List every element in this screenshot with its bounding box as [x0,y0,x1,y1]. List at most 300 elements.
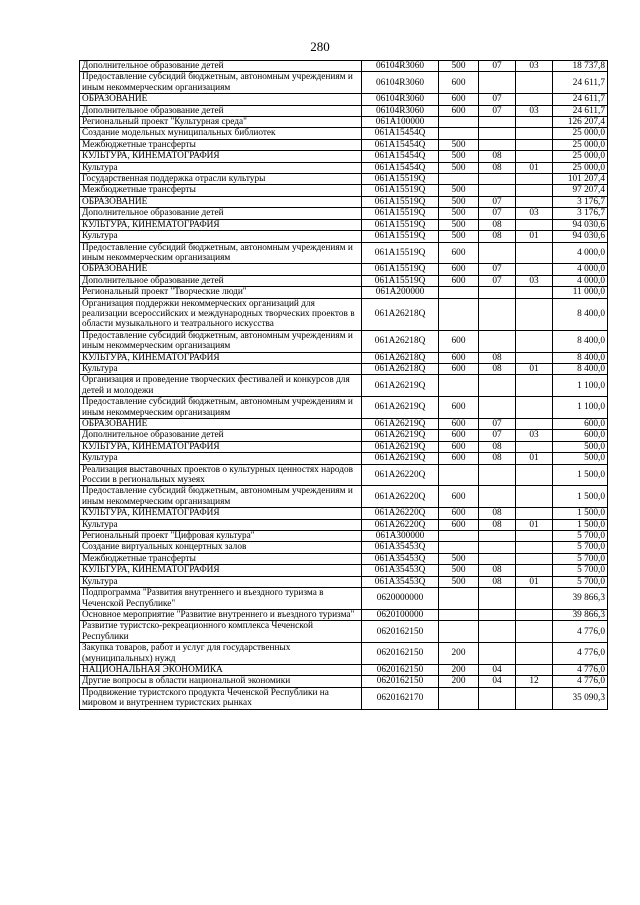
table-row [80,621,608,643]
name-cell: ОБРАЗОВАНИЕ [80,196,362,207]
subsection-cell: 03 [516,208,553,219]
subsection-cell [516,531,553,542]
section-cell: 07 [479,419,516,430]
subsection-cell: 01 [516,162,553,173]
table-row [80,117,608,128]
section-cell [479,621,516,643]
table-row [80,588,608,610]
name-cell: ОБРАЗОВАНИЕ [80,94,362,105]
amount-cell: 18 737,8 [553,61,608,72]
section-cell [479,287,516,298]
expense-type-cell [439,174,479,185]
subsection-cell [516,174,553,185]
expense-type-cell: 600 [439,275,479,286]
table-row [80,72,608,94]
expense-type-cell: 600 [439,430,479,441]
subsection-cell: 03 [516,61,553,72]
subsection-cell [516,219,553,230]
section-cell: 07 [479,264,516,275]
name-cell: Предоставление субсидий бюджетным, автономным учреждениям и иным некоммерческим организациям [80,486,362,508]
section-cell [479,531,516,542]
expense-type-cell [439,287,479,298]
expense-type-cell: 500 [439,151,479,162]
amount-cell: 8 400,0 [553,298,608,330]
name-cell: КУЛЬТУРА, КИНЕМАТОГРАФИЯ [80,151,362,162]
code-cell: 0620162170 [362,687,439,709]
code-cell: 0620100000 [362,609,439,620]
amount-cell: 600,0 [553,430,608,441]
amount-cell: 3 176,7 [553,196,608,207]
table-row [80,508,608,519]
section-cell: 07 [479,275,516,286]
subsection-cell: 03 [516,105,553,116]
subsection-cell [516,464,553,486]
code-cell: 061A26218Q [362,363,439,374]
budget-table [79,60,608,710]
table-row [80,419,608,430]
name-cell: Региональный проект "Творческие люди" [80,287,362,298]
table-row [80,61,608,72]
name-cell: Реализация выставочных проектов о культурных ценностях народов России в региональных музеях [80,464,362,486]
subsection-cell: 01 [516,453,553,464]
expense-type-cell [439,621,479,643]
name-cell: Создание виртуальных концертных залов [80,542,362,553]
code-cell: 06104R3060 [362,94,439,105]
name-cell: Развитие туристско-рекреационного комплекса Чеченской Республики [80,621,362,643]
code-cell: 0620000000 [362,588,439,610]
section-cell: 08 [479,151,516,162]
code-cell: 061A15519Q [362,264,439,275]
table-row [80,185,608,196]
code-cell: 061A26218Q [362,352,439,363]
table-row [80,375,608,397]
amount-cell: 600,0 [553,419,608,430]
name-cell: Организация и проведение творческих фестивалей и конкурсов для детей и молодежи [80,375,362,397]
expense-type-cell: 200 [439,676,479,687]
subsection-cell [516,664,553,675]
name-cell: Организация поддержки некоммерческих организаций для реализации всероссийских и международных творческих проектов в области музыкального и театрального искусства [80,298,362,330]
amount-cell: 5 700,0 [553,565,608,576]
subsection-cell: 01 [516,576,553,587]
amount-cell: 1 500,0 [553,508,608,519]
amount-cell: 35 090,3 [553,687,608,709]
expense-type-cell: 600 [439,519,479,530]
subsection-cell [516,553,553,564]
table-row [80,139,608,150]
table-row [80,287,608,298]
name-cell: КУЛЬТУРА, КИНЕМАТОГРАФИЯ [80,219,362,230]
code-cell: 061A15454Q [362,128,439,139]
table-row [80,128,608,139]
expense-type-cell: 500 [439,162,479,173]
amount-cell: 500,0 [553,441,608,452]
code-cell: 061A35453Q [362,576,439,587]
code-cell: 06104R3060 [362,61,439,72]
name-cell: Культура [80,519,362,530]
code-cell: 061A15519Q [362,185,439,196]
name-cell: Продвижение туристского продукта Чеченской Республики на мировом и внутреннем туристских рынках [80,687,362,709]
name-cell: КУЛЬТУРА, КИНЕМАТОГРАФИЯ [80,441,362,452]
name-cell: Подпрограмма "Развития внутреннего и въездного туризма в Чеченской Республике" [80,588,362,610]
section-cell [479,375,516,397]
section-cell [479,643,516,665]
name-cell: Межбюджетные трансферты [80,139,362,150]
table-body [80,61,608,710]
subsection-cell [516,397,553,419]
subsection-cell [516,117,553,128]
amount-cell: 24 611,7 [553,94,608,105]
name-cell: КУЛЬТУРА, КИНЕМАТОГРАФИЯ [80,352,362,363]
expense-type-cell: 600 [439,242,479,264]
code-cell: 061A35453Q [362,553,439,564]
table-row [80,298,608,330]
amount-cell: 39 866,3 [553,609,608,620]
table-row [80,330,608,352]
expense-type-cell: 500 [439,219,479,230]
code-cell: 06104R3060 [362,105,439,116]
code-cell: 061A15454Q [362,139,439,150]
expense-type-cell: 500 [439,553,479,564]
name-cell: Предоставление субсидий бюджетным, автономным учреждениям и иным некоммерческим организациям [80,242,362,264]
amount-cell: 4 776,0 [553,664,608,675]
name-cell: Дополнительное образование детей [80,275,362,286]
subsection-cell: 03 [516,430,553,441]
amount-cell: 5 700,0 [553,553,608,564]
name-cell: НАЦИОНАЛЬНАЯ ЭКОНОМИКА [80,664,362,675]
table-row [80,464,608,486]
expense-type-cell: 600 [439,508,479,519]
name-cell: Культура [80,576,362,587]
subsection-cell [516,330,553,352]
code-cell: 061A26219Q [362,375,439,397]
table-row [80,576,608,587]
section-cell [479,397,516,419]
amount-cell: 8 400,0 [553,330,608,352]
name-cell: Культура [80,453,362,464]
expense-type-cell [439,542,479,553]
section-cell: 07 [479,196,516,207]
expense-type-cell [439,375,479,397]
table-row [80,242,608,264]
name-cell: Региональный проект "Культурная среда" [80,117,362,128]
code-cell: 061A26219Q [362,397,439,419]
code-cell: 061A35453Q [362,542,439,553]
code-cell: 061A26218Q [362,330,439,352]
expense-type-cell: 500 [439,576,479,587]
amount-cell: 500,0 [553,453,608,464]
table-row [80,643,608,665]
code-cell: 061A26220Q [362,486,439,508]
section-cell: 08 [479,231,516,242]
amount-cell: 1 500,0 [553,486,608,508]
section-cell [479,72,516,94]
amount-cell: 4 776,0 [553,676,608,687]
expense-type-cell: 500 [439,185,479,196]
table-row [80,441,608,452]
page-number: 280 [310,39,330,54]
section-cell: 08 [479,441,516,452]
table-row [80,553,608,564]
code-cell: 061A15454Q [362,151,439,162]
code-cell: 061A26220Q [362,519,439,530]
subsection-cell: 03 [516,275,553,286]
table-row [80,105,608,116]
section-cell [479,542,516,553]
name-cell: КУЛЬТУРА, КИНЕМАТОГРАФИЯ [80,565,362,576]
name-cell: ОБРАЗОВАНИЕ [80,264,362,275]
table-row [80,453,608,464]
section-cell: 08 [479,162,516,173]
section-cell [479,588,516,610]
amount-cell: 8 400,0 [553,363,608,374]
code-cell: 061A15519Q [362,219,439,230]
name-cell: Предоставление субсидий бюджетным, автономным учреждениям и иным некоммерческим организациям [80,72,362,94]
section-cell: 08 [479,508,516,519]
amount-cell: 126 207,4 [553,117,608,128]
name-cell: Создание модельных муниципальных библиотек [80,128,362,139]
expense-type-cell [439,128,479,139]
name-cell: КУЛЬТУРА, КИНЕМАТОГРАФИЯ [80,508,362,519]
section-cell: 08 [479,219,516,230]
table-row [80,430,608,441]
subsection-cell [516,352,553,363]
expense-type-cell: 600 [439,264,479,275]
expense-type-cell [439,531,479,542]
code-cell: 0620162150 [362,664,439,675]
code-cell: 061A15519Q [362,208,439,219]
code-cell: 061A15454Q [362,162,439,173]
subsection-cell [516,441,553,452]
expense-type-cell: 600 [439,105,479,116]
code-cell: 061A300000 [362,531,439,542]
subsection-cell: 01 [516,363,553,374]
table-row [80,676,608,687]
section-cell: 04 [479,664,516,675]
amount-cell: 3 176,7 [553,208,608,219]
subsection-cell [516,264,553,275]
subsection-cell [516,375,553,397]
subsection-cell [516,185,553,196]
expense-type-cell [439,464,479,486]
expense-type-cell: 200 [439,664,479,675]
section-cell: 08 [479,565,516,576]
code-cell: 061A26218Q [362,298,439,330]
amount-cell: 24 611,7 [553,72,608,94]
amount-cell: 5 700,0 [553,531,608,542]
amount-cell: 94 030,6 [553,231,608,242]
section-cell [479,117,516,128]
subsection-cell [516,72,553,94]
amount-cell: 5 700,0 [553,542,608,553]
amount-cell: 101 207,4 [553,174,608,185]
subsection-cell [516,139,553,150]
table-row [80,174,608,185]
code-cell: 0620162150 [362,643,439,665]
table-row [80,531,608,542]
section-cell: 08 [479,576,516,587]
amount-cell: 8 400,0 [553,352,608,363]
subsection-cell: 12 [516,676,553,687]
section-cell [479,185,516,196]
table-row [80,94,608,105]
section-cell: 08 [479,363,516,374]
table-row [80,264,608,275]
name-cell: Закупка товаров, работ и услуг для государственных (муниципальных) нужд [80,643,362,665]
expense-type-cell [439,609,479,620]
code-cell: 061A15519Q [362,275,439,286]
name-cell: Предоставление субсидий бюджетным, автономным учреждениям и иным некоммерческим организациям [80,330,362,352]
subsection-cell [516,128,553,139]
name-cell: ОБРАЗОВАНИЕ [80,419,362,430]
subsection-cell [516,419,553,430]
section-cell [479,174,516,185]
amount-cell: 25 000,0 [553,162,608,173]
expense-type-cell: 500 [439,61,479,72]
section-cell: 08 [479,519,516,530]
subsection-cell [516,643,553,665]
subsection-cell [516,565,553,576]
code-cell: 061A26219Q [362,430,439,441]
expense-type-cell [439,298,479,330]
expense-type-cell: 600 [439,486,479,508]
subsection-cell [516,609,553,620]
expense-type-cell: 500 [439,139,479,150]
expense-type-cell: 600 [439,330,479,352]
name-cell: Государственная поддержка отрасли культуры [80,174,362,185]
subsection-cell: 01 [516,519,553,530]
amount-cell: 25 000,0 [553,128,608,139]
code-cell: 061A100000 [362,117,439,128]
table-row [80,151,608,162]
table-row [80,397,608,419]
name-cell: Культура [80,231,362,242]
subsection-cell [516,94,553,105]
expense-type-cell: 600 [439,419,479,430]
section-cell: 07 [479,105,516,116]
amount-cell: 25 000,0 [553,139,608,150]
name-cell: Дополнительное образование детей [80,61,362,72]
subsection-cell [516,687,553,709]
table-row [80,609,608,620]
section-cell [479,464,516,486]
amount-cell: 39 866,3 [553,588,608,610]
table-row [80,542,608,553]
name-cell: Дополнительное образование детей [80,430,362,441]
amount-cell: 4 000,0 [553,264,608,275]
section-cell: 07 [479,94,516,105]
table-row [80,275,608,286]
subsection-cell [516,508,553,519]
amount-cell: 1 100,0 [553,397,608,419]
subsection-cell [516,242,553,264]
expense-type-cell: 600 [439,363,479,374]
subsection-cell [516,486,553,508]
code-cell: 061A26219Q [362,453,439,464]
subsection-cell [516,196,553,207]
table-row [80,519,608,530]
subsection-cell [516,542,553,553]
expense-type-cell [439,588,479,610]
code-cell: 0620162150 [362,676,439,687]
name-cell: Культура [80,162,362,173]
amount-cell: 5 700,0 [553,576,608,587]
name-cell: Дополнительное образование детей [80,105,362,116]
expense-type-cell: 500 [439,565,479,576]
amount-cell: 1 500,0 [553,519,608,530]
name-cell: Основное мероприятие "Развитие внутреннего и въездного туризма" [80,609,362,620]
section-cell: 07 [479,208,516,219]
code-cell: 061A26219Q [362,441,439,452]
code-cell: 061A26220Q [362,464,439,486]
section-cell: 07 [479,430,516,441]
code-cell: 061A26219Q [362,419,439,430]
table-row [80,664,608,675]
subsection-cell: 01 [516,231,553,242]
code-cell: 061A35453Q [362,565,439,576]
table-row [80,565,608,576]
subsection-cell [516,151,553,162]
amount-cell: 94 030,6 [553,219,608,230]
section-cell [479,128,516,139]
name-cell: Межбюджетные трансферты [80,553,362,564]
name-cell: Другие вопросы в области национальной экономики [80,676,362,687]
name-cell: Межбюджетные трансферты [80,185,362,196]
expense-type-cell: 600 [439,94,479,105]
section-cell [479,687,516,709]
code-cell: 061A15519Q [362,174,439,185]
expense-type-cell: 500 [439,208,479,219]
section-cell: 08 [479,352,516,363]
name-cell: Региональный проект "Цифровая культура" [80,531,362,542]
table-row [80,231,608,242]
table-row [80,352,608,363]
expense-type-cell: 600 [439,441,479,452]
amount-cell: 4 000,0 [553,242,608,264]
amount-cell: 1 500,0 [553,464,608,486]
table-row [80,687,608,709]
name-cell: Культура [80,363,362,374]
expense-type-cell: 600 [439,453,479,464]
subsection-cell [516,287,553,298]
expense-type-cell [439,687,479,709]
section-cell [479,330,516,352]
code-cell: 061A200000 [362,287,439,298]
section-cell: 04 [479,676,516,687]
code-cell: 06104R3060 [362,72,439,94]
table-row [80,219,608,230]
expense-type-cell: 600 [439,397,479,419]
section-cell: 08 [479,453,516,464]
amount-cell: 4 776,0 [553,621,608,643]
section-cell [479,242,516,264]
table-row [80,363,608,374]
expense-type-cell: 200 [439,643,479,665]
expense-type-cell: 600 [439,72,479,94]
expense-type-cell [439,117,479,128]
name-cell: Дополнительное образование детей [80,208,362,219]
amount-cell: 4 000,0 [553,275,608,286]
subsection-cell [516,621,553,643]
table-row [80,486,608,508]
amount-cell: 1 100,0 [553,375,608,397]
code-cell: 061A15519Q [362,196,439,207]
subsection-cell [516,588,553,610]
table-row [80,196,608,207]
table-row [80,162,608,173]
section-cell [479,486,516,508]
section-cell [479,609,516,620]
amount-cell: 4 776,0 [553,643,608,665]
